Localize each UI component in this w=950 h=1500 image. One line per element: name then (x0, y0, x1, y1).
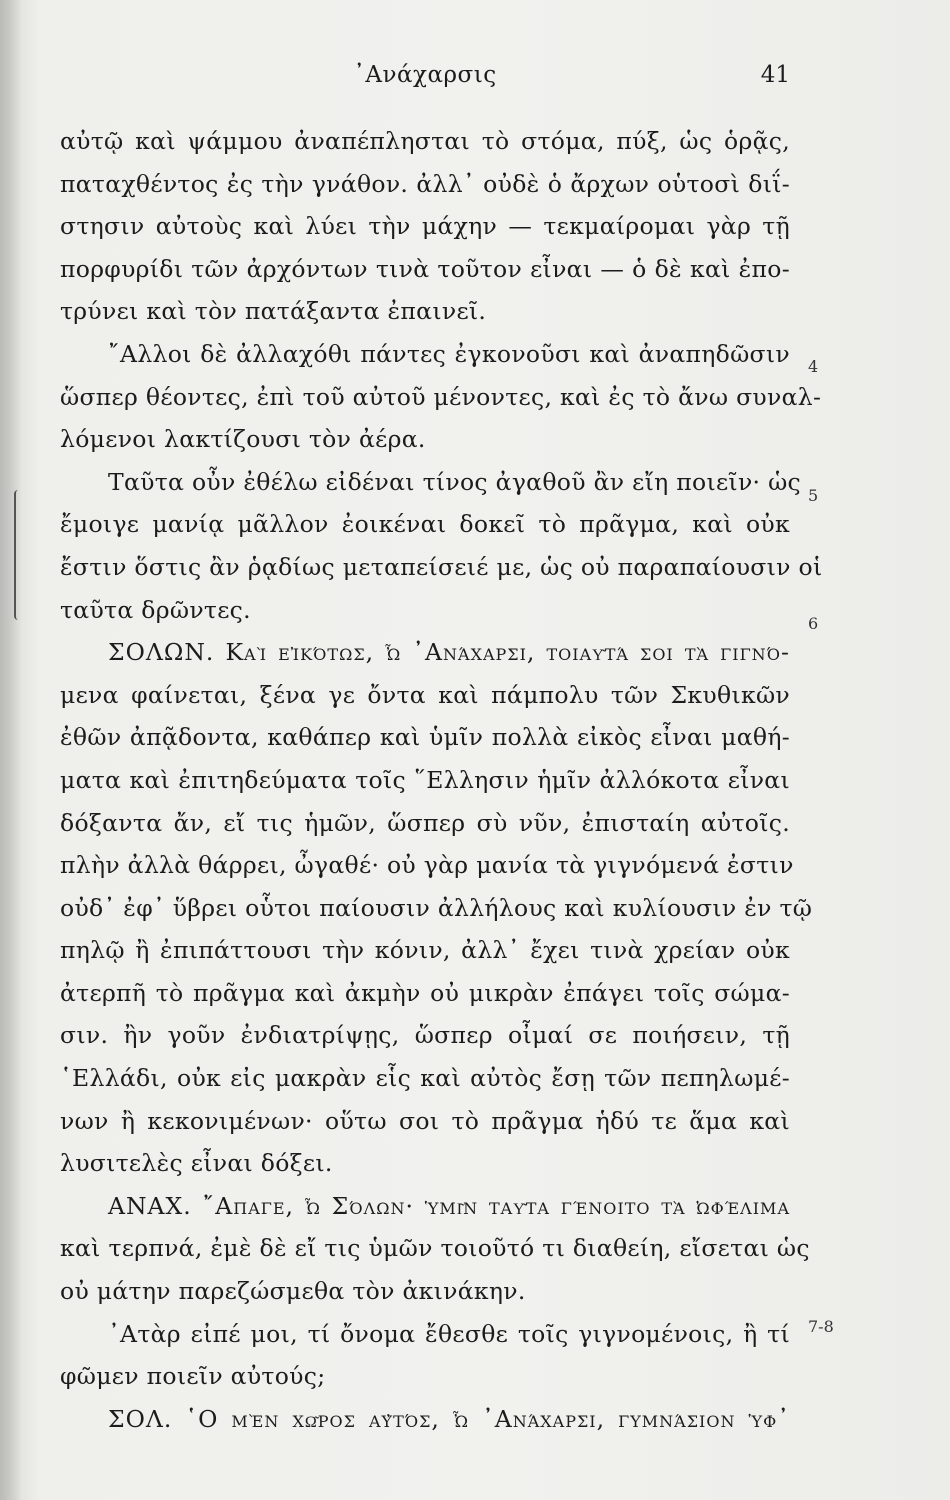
section-number: 5 (808, 486, 819, 505)
text-line: ματα καὶ ἐπιτηδεύματα τοῖς ῞Ελλησιν ἡμῖν ἀλλόκοτα εἶναι (60, 765, 790, 794)
text-line: σιν. ἢν γοῦν ἐνδιατρίψῃς, ὥσπερ οἶμαί σε ποιήσειν, τῇ (60, 1021, 790, 1050)
text-line: τρύνει καὶ τὸν πατάξαντα ἐπαινεῖ. (60, 297, 487, 326)
text-line: ΑΝΑΧ. ῎Απαγε, ὦ Σόλων· ὑμῖν ταῦτα γένοιτο τὰ ὠφέλιμα (108, 1191, 790, 1220)
text-line: αὐτῷ καὶ ψάμμου ἀναπέπλησται τὸ στόμα, πύξ, ὡς ὁρᾷς, (60, 127, 790, 155)
text-line: λυσιτελὲς εἶναι δόξει. (60, 1149, 333, 1178)
text-line: ταῦτα δρῶντες. (60, 595, 251, 624)
text-line: ἔστιν ὅστις ἂν ῥᾳδίως μεταπείσειέ με, ὡς οὐ παραπαίουσιν οἱ (60, 552, 823, 581)
text-line: ῾Ελλάδι, οὐκ εἰς μακρὰν εἷς καὶ αὐτὸς ἔσῃ τῶν πεπηλωμέ- (60, 1064, 790, 1093)
text-line: οὐ μάτην παρεζώσμεθα τὸν ἀκινάκην. (60, 1277, 526, 1306)
text-line: ἔμοιγε μανίᾳ μᾶλλον ἐοικέναι δοκεῖ τὸ πρᾶγμα, καὶ οὐκ (60, 510, 790, 539)
section-number: 4 (808, 357, 819, 376)
page-number: 41 (760, 62, 790, 88)
text-line: νων ἢ κεκονιμένων· οὕτω σοι τὸ πρᾶγμα ἡδύ τε ἅμα καὶ (60, 1106, 790, 1135)
section-number: 7-8 (808, 1317, 834, 1336)
text-line: ἐθῶν ἀπᾷδοντα, καθάπερ καὶ ὑμῖν πολλὰ εἰκὸς εἶναι μαθή- (60, 723, 790, 752)
text-line: οὐδ᾿ ἐφ᾿ ὕβρει οὗτοι παίουσιν ἀλλήλους καὶ κυλίουσιν ἐν τῷ (60, 893, 813, 922)
text-line: λόμενοι λακτίζουσι τὸν ἀέρα. (60, 425, 426, 454)
page-header (60, 62, 790, 98)
text-line: παταχθέντος ἐς τὴν γνάθον. ἀλλ᾿ οὐδὲ ὁ ἄρχων οὑτοσὶ διΐ- (60, 169, 790, 198)
text-line: μενα φαίνεται, ξένα γε ὄντα καὶ πάμπολυ τῶν Σκυθικῶν (60, 680, 790, 709)
text-line: ΣΟΛ. ῾Ο μὲν χῶρος αὐτός, ὦ ᾿Ανάχαρσι, γυμνάσιον ὑφ᾿ (108, 1404, 790, 1433)
text-line: Ταῦτα οὖν ἐθέλω εἰδέναι τίνος ἀγαθοῦ ἂν εἴη ποιεῖν· ὡς (108, 467, 801, 496)
text-line: στησιν αὐτοὺς καὶ λύει τὴν μάχην — τεκμαίρομαι γὰρ τῇ (60, 212, 790, 241)
running-title: ᾿Ανάχαρσις (353, 62, 497, 88)
section-number: 6 (808, 614, 819, 633)
text-line: δόξαντα ἄν, εἴ τις ἡμῶν, ὥσπερ σὺ νῦν, ἐπισταίη αὐτοῖς. (60, 808, 790, 837)
text-line: πηλῷ ἢ ἐπιπάττουσι τὴν κόνιν, ἀλλ᾿ ἔχει τινὰ χρείαν οὐκ (60, 936, 790, 965)
page-gutter-shadow (0, 0, 22, 1500)
text-line: φῶμεν ποιεῖν αὐτούς; (60, 1362, 326, 1391)
text-line: πλὴν ἀλλὰ θάρρει, ὦγαθέ· οὐ γὰρ μανία τὰ γιγνόμενά ἐστιν (60, 851, 794, 880)
text-line: ὥσπερ θέοντες, ἐπὶ τοῦ αὐτοῦ μένοντες, καὶ ἐς τὸ ἄνω συναλ- (60, 382, 822, 411)
text-line: ΣΟΛΩΝ. Καὶ εἰκότως, ὦ ᾿Ανάχαρσι, τοιαῦτά σοι τὰ γιγνό- (108, 638, 790, 667)
text-line: ῎Αλλοι δὲ ἀλλαχόθι πάντες ἐγκονοῦσι καὶ ἀναπηδῶσιν (108, 339, 790, 368)
text-line: ᾿Ατὰρ εἰπέ μοι, τί ὄνομα ἔθεσθε τοῖς γιγνομένοις, ἢ τί (108, 1319, 790, 1348)
margin-bracket (14, 490, 24, 620)
text-line: καὶ τερπνά, ἐμὲ δὲ εἴ τις ὑμῶν τοιοῦτό τι διαθείη, εἴσεται ὡς (60, 1234, 810, 1263)
text-line: πορφυρίδι τῶν ἀρχόντων τινὰ τοῦτον εἶναι — ὁ δὲ καὶ ἐπο- (60, 254, 790, 283)
text-line: ἀτερπῆ τὸ πρᾶγμα καὶ ἀκμὴν οὐ μικρὰν ἐπάγει τοῖς σώμα- (60, 978, 790, 1007)
